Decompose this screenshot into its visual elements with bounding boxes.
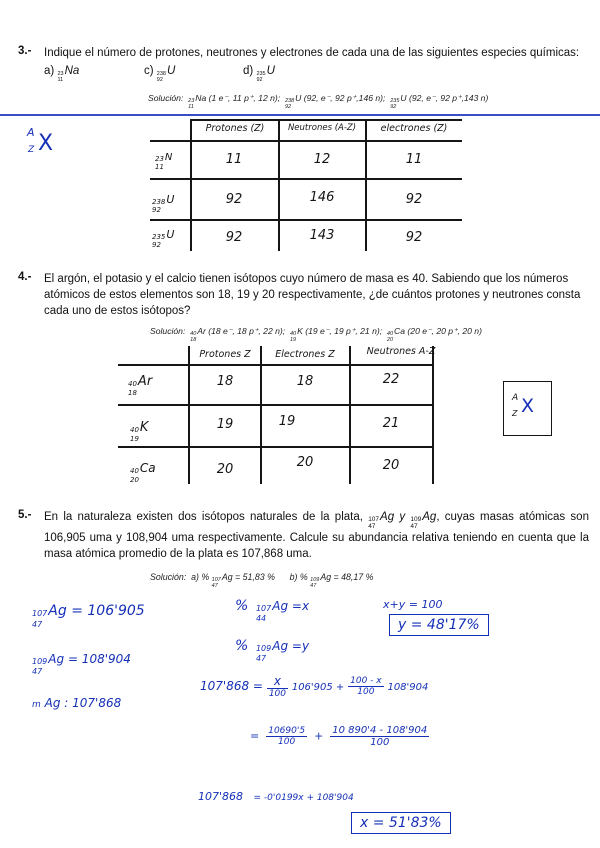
q3-notation-Z: Z bbox=[28, 145, 35, 155]
mass-number: 107 bbox=[255, 604, 272, 613]
q3-option-a bbox=[44, 63, 79, 83]
q3-cell: 92 bbox=[405, 230, 423, 245]
nuclide-index bbox=[387, 331, 393, 343]
atomic-number: 47 bbox=[255, 654, 267, 663]
solution-text: (20 e⁻, 20 p⁺, 20 n) bbox=[407, 326, 482, 336]
q4-row-label bbox=[130, 420, 148, 444]
q3-divider bbox=[0, 114, 600, 116]
q4-cell: 19 bbox=[216, 417, 234, 432]
mass-value: = 106'905 bbox=[71, 603, 145, 619]
q3-row-label bbox=[152, 193, 174, 214]
numerator: x bbox=[267, 674, 288, 689]
solution-label: Solución: bbox=[150, 572, 187, 582]
element-symbol: Ag bbox=[422, 511, 437, 523]
q3-cell: 11 bbox=[225, 152, 243, 167]
nuclide-index bbox=[152, 198, 165, 214]
solution-label: Solución: bbox=[148, 93, 184, 103]
mass-number: 40 bbox=[130, 426, 139, 434]
element-symbol: U bbox=[166, 65, 176, 77]
q3-solution bbox=[148, 93, 488, 110]
solution-value: = 48,17 % bbox=[333, 572, 374, 582]
nuclide-index bbox=[310, 577, 319, 589]
mass-number: 23 bbox=[155, 155, 164, 163]
solution-text: (19 e⁻, 19 p⁺, 21 n); bbox=[305, 326, 383, 336]
plus-sign: + bbox=[314, 729, 324, 743]
nuclide-index bbox=[157, 71, 166, 83]
nuclide-index bbox=[390, 98, 399, 110]
atomic-number: 92 bbox=[256, 77, 263, 83]
element-symbol: Ca bbox=[139, 461, 156, 475]
solution-text: (1 e⁻, 11 p⁺, 12 n); bbox=[208, 93, 281, 103]
nuclide-index bbox=[130, 467, 139, 485]
element-symbol: U bbox=[400, 93, 407, 103]
q3-header-electrones: electrones (Z) bbox=[380, 123, 448, 134]
q5-solution bbox=[150, 572, 373, 589]
q5-equation-3 bbox=[198, 790, 354, 803]
q3-grid-h2 bbox=[150, 178, 462, 180]
atomic-number: 47 bbox=[310, 583, 317, 589]
q3-notation-A: A bbox=[27, 126, 35, 139]
q4-grid-h1 bbox=[118, 364, 434, 366]
q5-mass-average bbox=[32, 696, 121, 710]
q4-cell: 18 bbox=[216, 374, 234, 389]
mass-number: 238 bbox=[284, 98, 295, 104]
element-symbol: U bbox=[166, 193, 175, 206]
element-symbol: Ag bbox=[44, 696, 61, 710]
nuclide-index bbox=[256, 604, 271, 624]
nuclide-index bbox=[410, 516, 421, 530]
q5-x-result: x = 51'83% bbox=[351, 812, 451, 834]
q3-header-protones: Protones (Z) bbox=[205, 123, 265, 134]
denominator: 100 bbox=[268, 689, 286, 699]
q4-cell: 20 bbox=[296, 455, 314, 470]
fraction bbox=[330, 725, 429, 748]
q4-cell: 20 bbox=[216, 462, 234, 477]
q5-prompt bbox=[44, 509, 589, 562]
q5-pct-ag109 bbox=[235, 638, 309, 664]
element-symbol: Na bbox=[64, 65, 80, 77]
fraction bbox=[348, 676, 383, 697]
numerator: 100 - x bbox=[350, 676, 382, 686]
mass-number: 40 bbox=[289, 331, 297, 337]
q4-cell: 18 bbox=[296, 374, 314, 389]
atomic-number: 11 bbox=[155, 163, 164, 171]
nuclide-index bbox=[256, 644, 271, 664]
eq-lhs: 107'868 bbox=[198, 790, 244, 803]
nuclide-index bbox=[190, 331, 196, 343]
q4-header-neutrones: Neutrones A-Z bbox=[366, 346, 436, 357]
percent-value: =x bbox=[291, 599, 310, 613]
q4-notation-X: X bbox=[521, 395, 535, 417]
atomic-number: 11 bbox=[57, 77, 64, 83]
nuclide-index bbox=[130, 426, 139, 444]
element-symbol: Ag bbox=[272, 639, 289, 653]
nuclide-index bbox=[212, 577, 221, 589]
atomic-number: 18 bbox=[190, 337, 197, 343]
element-symbol: K bbox=[297, 326, 303, 336]
element-symbol: Ag bbox=[221, 572, 233, 582]
eq-rhs: = -0'0199x + 108'904 bbox=[253, 793, 354, 803]
nuclide-index bbox=[155, 155, 164, 171]
q3-notation-X: X bbox=[38, 131, 54, 156]
mass-value: : 107'868 bbox=[64, 696, 122, 710]
q3-grid-h1 bbox=[150, 140, 462, 142]
solution-prefix: a) % bbox=[191, 572, 210, 582]
mass-number: 40 bbox=[130, 467, 139, 475]
mass-number: 40 bbox=[190, 331, 197, 337]
q4-notation-Z: Z bbox=[512, 409, 518, 418]
nuclide-index bbox=[290, 331, 296, 343]
element-symbol: U bbox=[266, 65, 275, 77]
mass-number: 40 bbox=[386, 331, 394, 337]
mass-number: 107 bbox=[32, 609, 48, 618]
solution-text: (18 e⁻, 18 p⁺, 22 n); bbox=[208, 326, 286, 336]
q3-row-label bbox=[155, 152, 172, 171]
q4-row-label bbox=[128, 374, 152, 398]
atomic-number: 47 bbox=[32, 667, 43, 676]
percent-value: =y bbox=[291, 639, 310, 653]
element-symbol: Ag bbox=[48, 652, 65, 666]
eq-term: 108'904 bbox=[387, 682, 429, 693]
q4-cell: 22 bbox=[382, 372, 400, 387]
q3-options bbox=[44, 63, 444, 83]
mass-prefix: m bbox=[32, 700, 41, 710]
nuclide-index bbox=[32, 657, 47, 677]
q3-cell: 11 bbox=[405, 152, 423, 167]
atomic-number: 19 bbox=[289, 337, 297, 343]
nuclide-index bbox=[152, 233, 165, 249]
q4-grid-h3 bbox=[118, 446, 434, 448]
mass-number: 109 bbox=[255, 644, 272, 653]
q4-prompt: El argón, el potasio y el calcio tienen isótopos cuyo número de masa es 40. Sabiendo que los números atómicos de estos elementos son 18, 19 y 20 respectivamente, ¿de cuántos protones y neutrones consta cada uno de estos isótopos? bbox=[44, 273, 581, 317]
element-symbol: Na bbox=[195, 93, 207, 103]
mass-number: 238 bbox=[156, 71, 166, 77]
q4-number: 4.- bbox=[18, 271, 32, 283]
percent-sign: % bbox=[235, 598, 249, 614]
mass-number: 109 bbox=[310, 577, 320, 583]
q3-row-label bbox=[152, 228, 174, 249]
q4-row-label bbox=[130, 461, 156, 485]
q4-notation-A: A bbox=[512, 393, 519, 403]
mass-number: 238 bbox=[152, 198, 166, 206]
atomic-number: 92 bbox=[152, 241, 161, 249]
atomic-number: 47 bbox=[32, 620, 43, 629]
nuclide-index bbox=[32, 608, 47, 630]
q5-mass-ag107 bbox=[32, 603, 145, 630]
solution-prefix: b) % bbox=[289, 572, 308, 582]
option-label: a) bbox=[44, 65, 55, 77]
q4-cell: 21 bbox=[382, 416, 400, 431]
atomic-number: 44 bbox=[255, 614, 267, 623]
q5-mass-ag109 bbox=[32, 652, 131, 677]
q3-grid-h0 bbox=[190, 119, 462, 121]
denominator: 100 bbox=[357, 687, 375, 697]
element-symbol: Ar bbox=[197, 326, 206, 336]
q3-header-neutrones: Neutrones (A-Z) bbox=[287, 123, 357, 133]
element-symbol: Ag bbox=[320, 572, 332, 582]
q3-cell: 143 bbox=[309, 228, 335, 243]
q4-header-electrones: Electrones Z bbox=[275, 349, 335, 360]
denominator: 100 bbox=[370, 737, 390, 748]
denominator: 100 bbox=[278, 737, 296, 747]
numerator: 10 890'4 - 108'904 bbox=[332, 725, 428, 736]
solution-label: Solución: bbox=[150, 326, 186, 336]
element-symbol: U bbox=[295, 93, 302, 103]
atomic-number: 92 bbox=[156, 77, 163, 83]
nuclide-index bbox=[285, 98, 294, 110]
option-label: d) bbox=[243, 65, 254, 77]
element-symbol: N bbox=[164, 152, 173, 163]
q3-prompt: Indique el número de protones, neutrones y electrones de cada una de las siguientes especies químicas: bbox=[44, 47, 580, 59]
eq-sign: = bbox=[250, 729, 260, 743]
element-symbol: Ag bbox=[272, 599, 289, 613]
q3-cell: 92 bbox=[225, 192, 243, 207]
prompt-text: En la naturaleza existen dos isótopos naturales de la plata, bbox=[44, 511, 363, 523]
atomic-number: 18 bbox=[128, 389, 137, 397]
option-label: c) bbox=[144, 65, 154, 77]
percent-sign: % bbox=[235, 638, 249, 654]
element-symbol: Ag bbox=[380, 511, 395, 523]
nuclide-index bbox=[368, 516, 379, 530]
mass-number: 23 bbox=[57, 71, 64, 77]
atomic-number: 47 bbox=[368, 523, 376, 530]
q4-grid-h2 bbox=[118, 404, 434, 406]
element-symbol: Ar bbox=[137, 374, 153, 389]
q5-sum-equation: x+y = 100 bbox=[383, 598, 443, 611]
q3-grid-h3 bbox=[150, 219, 462, 221]
solution-text: (92, e⁻, 92 p⁺,143 n) bbox=[409, 93, 489, 103]
q5-number: 5.- bbox=[18, 509, 32, 521]
nuclide-index bbox=[256, 71, 265, 83]
atomic-number: 19 bbox=[130, 435, 139, 443]
q4-cell: 20 bbox=[382, 458, 400, 473]
eq-lhs: 107'868 = bbox=[200, 679, 263, 693]
conjunction: y bbox=[399, 511, 406, 523]
element-symbol: Ca bbox=[394, 326, 406, 336]
solution-value: = 51,83 % bbox=[235, 572, 275, 582]
prompt-text: , cuyas masas atómicas son 106,905 uma y 108,904 uma respectivamente. Calcule su abundancia relativa teniendo en cuenta que la masa atómica promedio de la plata es 107,868 uma. bbox=[44, 511, 589, 560]
q5-equation-2 bbox=[250, 725, 429, 748]
mass-number: 235 bbox=[256, 71, 266, 77]
element-symbol: Ag bbox=[48, 603, 67, 619]
mass-number: 235 bbox=[152, 233, 166, 241]
q4-grid-v3 bbox=[432, 346, 434, 484]
element-symbol: K bbox=[139, 420, 149, 435]
q3-cell: 12 bbox=[313, 152, 331, 167]
q5-equation-1 bbox=[200, 674, 428, 699]
q3-option-d bbox=[243, 63, 275, 83]
q3-cell: 146 bbox=[309, 190, 335, 205]
atomic-number: 11 bbox=[188, 104, 194, 110]
mass-number: 40 bbox=[128, 380, 137, 388]
mass-number: 107 bbox=[368, 516, 380, 523]
q5-y-result: y = 48'17% bbox=[389, 614, 489, 636]
solution-text: (92, e⁻, 92 p⁺,146 n); bbox=[303, 93, 386, 103]
atomic-number: 20 bbox=[386, 337, 394, 343]
q3-option-c bbox=[144, 63, 175, 83]
numerator: 10690'5 bbox=[268, 726, 306, 736]
element-symbol: U bbox=[166, 228, 175, 241]
q4-header-protones: Protones Z bbox=[199, 349, 251, 360]
nuclide-index bbox=[188, 98, 194, 110]
eq-term: 106'905 + bbox=[291, 682, 345, 693]
atomic-number: 47 bbox=[410, 523, 418, 530]
mass-number: 235 bbox=[390, 98, 400, 104]
atomic-number: 92 bbox=[390, 104, 397, 110]
mass-number: 109 bbox=[410, 516, 422, 523]
mass-number: 23 bbox=[188, 98, 195, 104]
atomic-number: 92 bbox=[284, 104, 292, 110]
q3-cell: 92 bbox=[225, 230, 243, 245]
q3-cell: 92 bbox=[405, 192, 423, 207]
q3-number: 3.- bbox=[18, 45, 32, 57]
q4-cell: 19 bbox=[278, 414, 296, 429]
nuclide-index bbox=[128, 380, 137, 398]
fraction bbox=[266, 726, 307, 747]
atomic-number: 20 bbox=[130, 476, 139, 484]
mass-number: 109 bbox=[32, 657, 48, 666]
q5-pct-ag107 bbox=[235, 598, 309, 624]
mass-number: 107 bbox=[211, 577, 221, 583]
nuclide-index bbox=[57, 71, 63, 83]
q4-solution bbox=[150, 326, 482, 343]
atomic-number: 92 bbox=[152, 206, 161, 214]
fraction bbox=[267, 674, 288, 699]
atomic-number: 47 bbox=[211, 583, 218, 589]
mass-value: = 108'904 bbox=[67, 652, 131, 666]
